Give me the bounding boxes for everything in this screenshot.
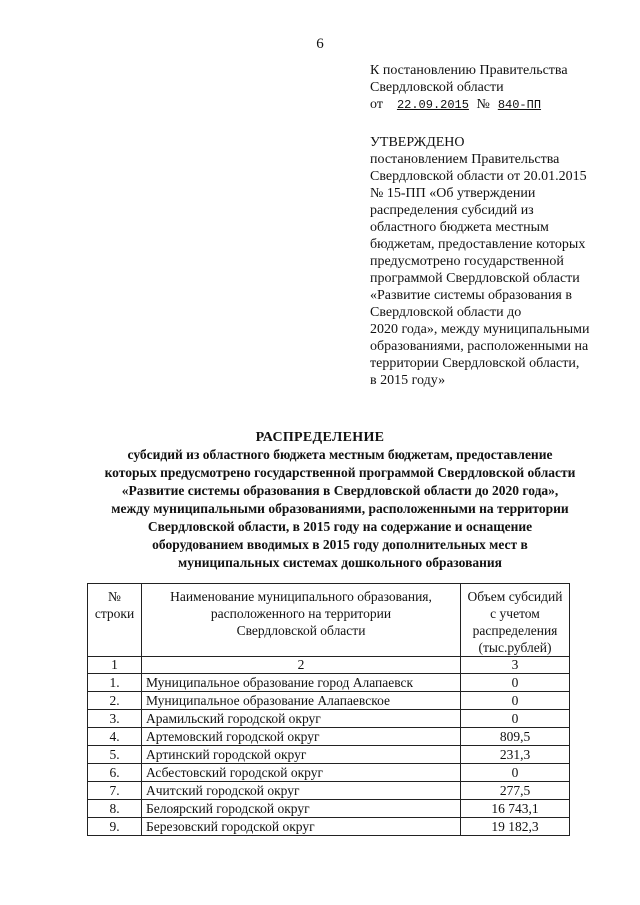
decree-date-line — [370, 96, 625, 114]
approval-line: программой Свердловской области — [370, 271, 580, 286]
row-subsidy: 231,3 — [461, 746, 570, 764]
row-municipality: Муниципальное образование город Алапаевск — [142, 674, 461, 692]
row-municipality: Артинский городской округ — [142, 746, 461, 764]
table-row — [88, 800, 570, 818]
header-num-line: № — [108, 589, 121, 604]
row-subsidy: 277,5 — [461, 782, 570, 800]
approval-line: областного бюджета местным — [370, 220, 549, 235]
subtitle-line: которых предусмотрено государственной программой Свердловской области — [104, 465, 576, 480]
header-sum-line: Объем субсидий — [467, 589, 563, 604]
approval-line: образованиями, расположенными на — [370, 339, 589, 354]
approval-line: предусмотрено государственной — [370, 254, 564, 269]
subtitle-line: между муниципальными образованиями, расположенными на территории — [111, 501, 569, 516]
column-index: 2 — [142, 657, 461, 674]
page-number: 6 — [316, 36, 324, 52]
row-number: 3. — [88, 710, 142, 728]
row-number: 5. — [88, 746, 142, 764]
table-row — [88, 710, 570, 728]
row-municipality: Березовский городской округ — [142, 818, 461, 836]
approval-line: № 15-ПП «Об утверждении — [370, 186, 536, 201]
row-municipality: Арамильский городской округ — [142, 710, 461, 728]
subsidies-table — [87, 583, 570, 836]
subtitle-line: муниципальных системах дошкольного образования — [178, 555, 502, 570]
column-index: 1 — [88, 657, 142, 674]
subtitle-line: Свердловской области, в 2015 году на содержание и оснащение — [147, 519, 533, 534]
header-num-line: строки — [94, 606, 135, 621]
header-sum-line: распределения — [472, 623, 558, 638]
approval-line: распределения субсидий из — [370, 203, 534, 218]
column-index-row — [88, 657, 570, 674]
row-subsidy: 19 182,3 — [461, 818, 570, 836]
approval-line: 2020 года», между муниципальными — [370, 322, 590, 337]
approval-line: бюджетам, предоставление которых — [370, 237, 586, 252]
table-row — [88, 782, 570, 800]
header-num — [88, 584, 142, 657]
row-subsidy: 16 743,1 — [461, 800, 570, 818]
row-number: 6. — [88, 764, 142, 782]
row-municipality: Артемовский городской округ — [142, 728, 461, 746]
number-label: № — [476, 97, 490, 112]
document-subtitle — [60, 446, 620, 572]
row-number: 4. — [88, 728, 142, 746]
header-sum-line: с учетом — [490, 606, 540, 621]
table-row — [88, 692, 570, 710]
subtitle-line: «Развитие системы образования в Свердловской области до 2020 года», — [121, 483, 559, 498]
approval-line: «Развитие системы образования в — [370, 288, 572, 303]
approval-line: в 2015 году» — [370, 373, 446, 388]
table-row — [88, 818, 570, 836]
row-subsidy: 0 — [461, 764, 570, 782]
table-row — [88, 746, 570, 764]
row-municipality: Ачитский городской округ — [142, 782, 461, 800]
approval-line: Свердловской области до — [370, 305, 522, 320]
row-subsidy: 0 — [461, 710, 570, 728]
decree-date: 22.09.2015 — [396, 98, 469, 112]
row-number: 7. — [88, 782, 142, 800]
document-title: РАСПРЕДЕЛЕНИЕ — [255, 430, 385, 445]
row-municipality: Муниципальное образование Алапаевское — [142, 692, 461, 710]
decree-number: 840-ПП — [497, 98, 542, 112]
decree-header-line: Свердловской области — [370, 80, 504, 95]
row-subsidy: 0 — [461, 674, 570, 692]
row-number: 1. — [88, 674, 142, 692]
subtitle-line: субсидий из областного бюджета местным бюджетам, предоставление — [127, 447, 553, 462]
approval-line: Свердловской области от 20.01.2015 — [370, 169, 587, 184]
table-row — [88, 728, 570, 746]
header-name-line: Наименование муниципального образования, — [170, 589, 432, 604]
header-name-line: расположенного на территории — [210, 606, 392, 621]
from-label: от — [370, 97, 383, 112]
subtitle-line: оборудованием вводимых в 2015 году дополнительных мест в — [152, 537, 528, 552]
row-subsidy: 809,5 — [461, 728, 570, 746]
decree-header-line: К постановлению Правительства — [370, 63, 568, 78]
table-row — [88, 674, 570, 692]
row-number: 2. — [88, 692, 142, 710]
table-row — [88, 764, 570, 782]
header-sum — [461, 584, 570, 657]
approval-line: постановлением Правительства — [370, 152, 560, 167]
header-name-line: Свердловской области — [236, 623, 366, 638]
approval-block — [370, 134, 625, 389]
table-header-row — [88, 584, 570, 657]
approved-heading: УТВЕРЖДЕНО — [370, 135, 465, 150]
row-number: 9. — [88, 818, 142, 836]
header-sum-line: (тыс.рублей) — [478, 640, 552, 655]
row-municipality: Асбестовский городской округ — [142, 764, 461, 782]
row-number: 8. — [88, 800, 142, 818]
row-municipality: Белоярский городской округ — [142, 800, 461, 818]
header-name — [142, 584, 461, 657]
approval-line: территории Свердловской области, — [370, 356, 580, 371]
column-index: 3 — [461, 657, 570, 674]
decree-header — [370, 62, 625, 114]
row-subsidy: 0 — [461, 692, 570, 710]
